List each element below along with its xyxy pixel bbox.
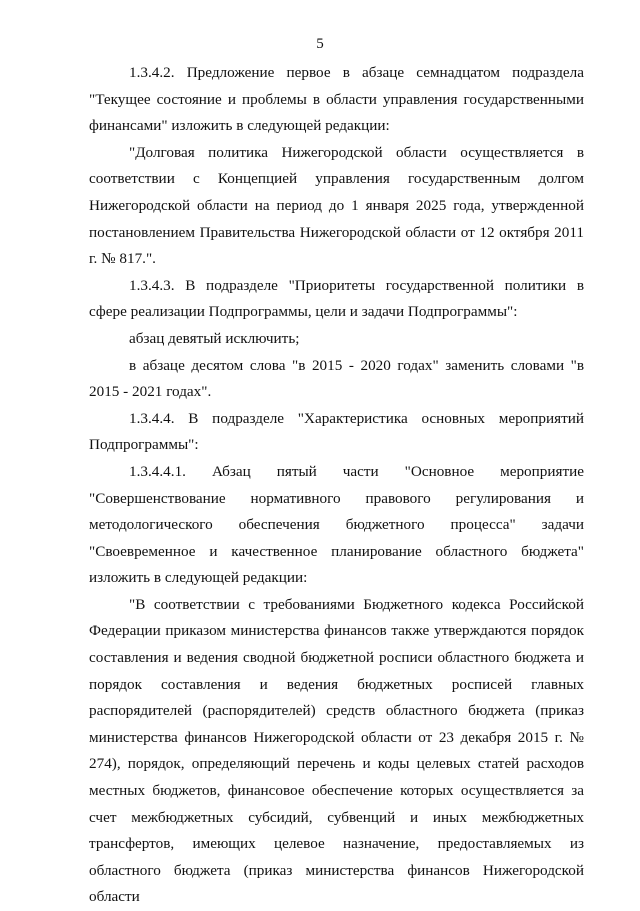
paragraph-delete-ninth: абзац девятый исключить; — [129, 329, 300, 347]
paragraph-1-3-4-2: 1.3.4.2. Предложение первое в абзаце семнадцатом подраздела "Текущее состояние и проблемы в области управления государственными финансами" изложить в следующей редакции: — [89, 64, 584, 135]
paragraph-1-3-4-3: 1.3.4.3. В подразделе "Приоритеты государственной политики в сфере реализации Подпрограммы, цели и задачи Подпрограммы": — [89, 276, 584, 321]
paragraph-1-3-4-4-1: 1.3.4.4.1. Абзац пятый части "Основное мероприятие "Совершенствование нормативного правового регулирования и методологического обеспечения бюджетного процесса" задачи "Своевременное и качественное планирование областного бюджета" изложить в следующей редакции: — [89, 462, 584, 587]
page-number: 5 — [316, 36, 324, 52]
document-body — [89, 60, 584, 911]
paragraph-1-3-4-4: 1.3.4.4. В подразделе "Характеристика основных мероприятий Подпрограммы": — [89, 409, 584, 454]
paragraph-budget-code-quote: "В соответствии с требованиями Бюджетного кодекса Российской Федерации приказом министерства финансов также утверждаются порядок составления и ведения сводной бюджетной росписи областного бюджета и порядок составления и ведения бюджетных росписей главных распорядителей (распорядителей) средств областного бюджета (приказ министерства финансов Нижегородской области от 23 декабря 2015 г. № 274), порядок, определяющий перечень и коды целевых статей расходов местных бюджетов, финансовое обеспечение которых осуществляется за счет межбюджетных субсидий, субвенций и иных межбюджетных трансфертов, имеющих целевое назначение, предоставляемых из областного бюджета (приказ министерства финансов Нижегородской области — [89, 595, 584, 906]
paragraph-debt-policy-quote: "Долговая политика Нижегородской области осуществляется в соответствии с Концепцией управления государственным долгом Нижегородской области на период до 1 января 2025 года, утвержденной постановлением Правительства Нижегородской области от 12 октября 2011 г. № 817.". — [89, 143, 584, 268]
paragraph-replace-years: в абзаце десятом слова "в 2015 - 2020 годах" заменить словами "в 2015 - 2021 годах". — [89, 356, 584, 401]
